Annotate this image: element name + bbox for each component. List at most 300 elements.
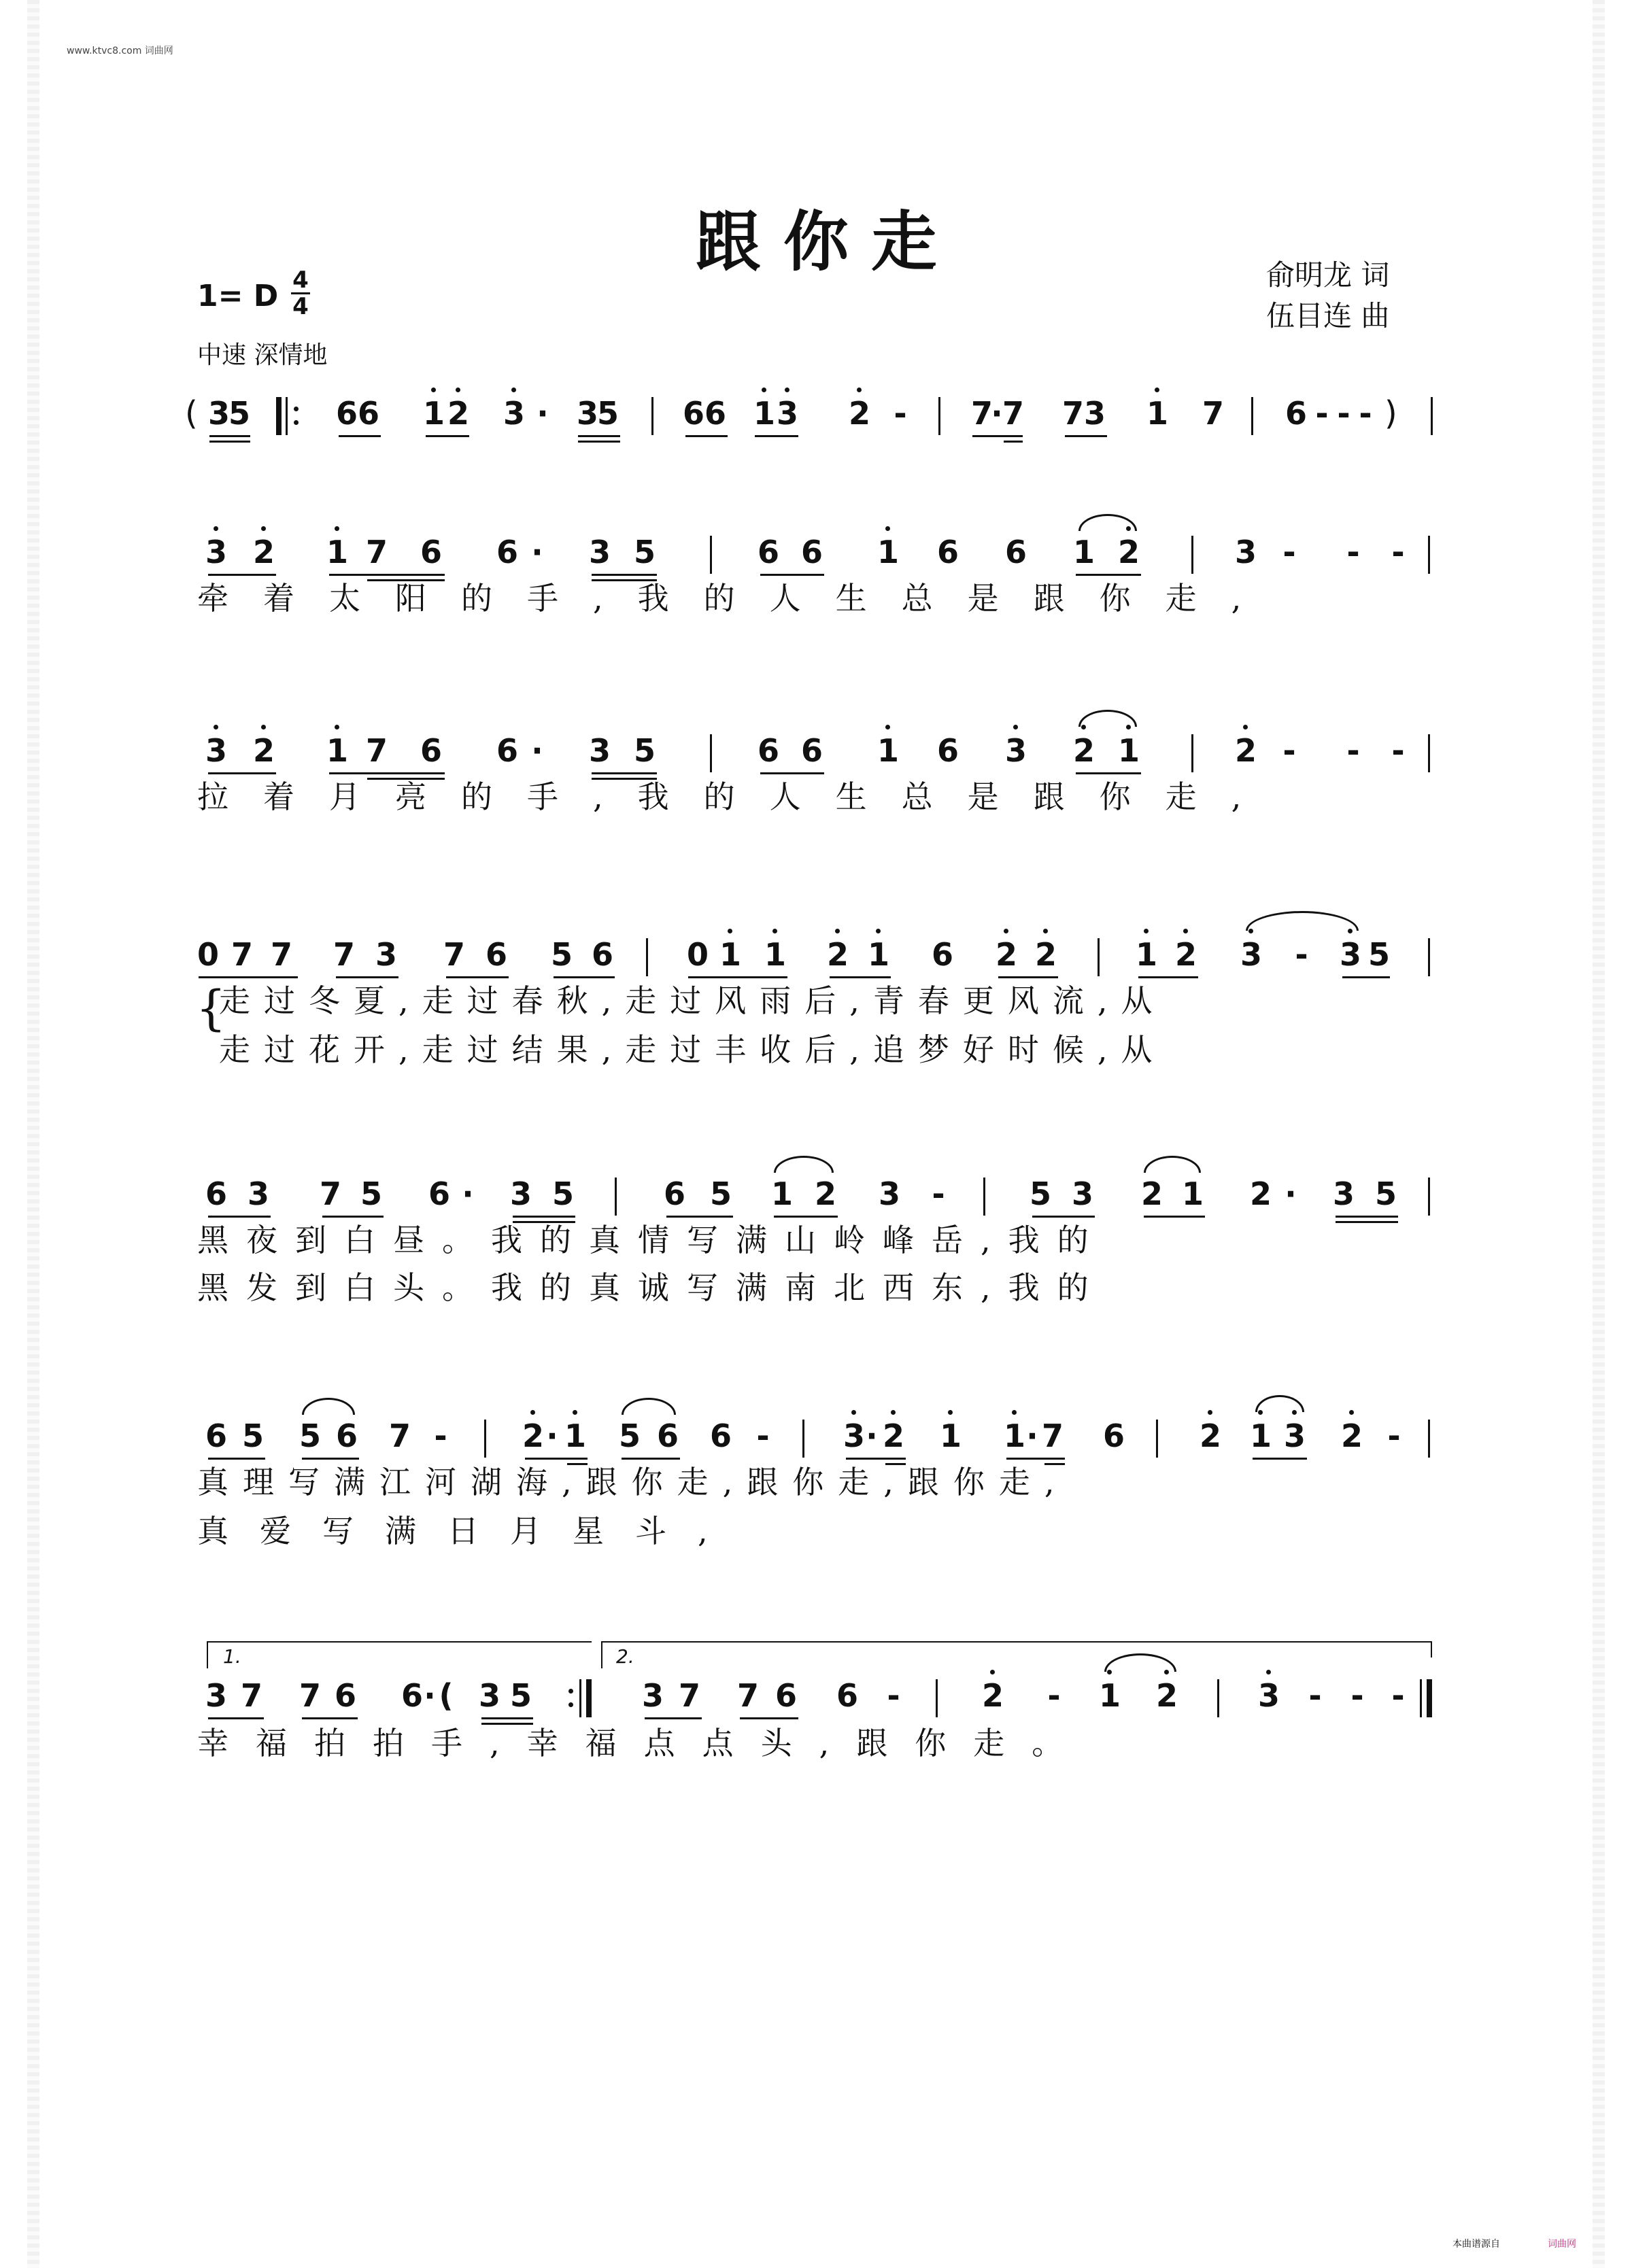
note: 1 (867, 936, 889, 973)
high-octave-dot (851, 1410, 856, 1415)
note: 6 (800, 732, 823, 769)
note: 2 (981, 1677, 1004, 1714)
barline (710, 536, 712, 574)
slur (1246, 911, 1359, 931)
underline (209, 435, 250, 437)
high-octave-dot (1004, 929, 1008, 933)
note: 2 (848, 395, 870, 432)
note: 7 (240, 1677, 262, 1714)
note: 6 (800, 534, 823, 570)
slur (302, 1398, 355, 1415)
time-signature-bottom: 4 (292, 293, 309, 320)
note: 2 (1249, 1175, 1272, 1212)
high-octave-dot (511, 388, 516, 392)
barline (710, 734, 712, 772)
tempo-marking: 中速 深情地 (197, 341, 328, 369)
augmentation-dot: · (424, 1677, 436, 1714)
underline (446, 976, 509, 978)
high-octave-dot (1144, 929, 1149, 933)
melody-row-2 (0, 730, 1632, 771)
note: 3 (1339, 936, 1361, 973)
note: 5 (633, 732, 656, 769)
underline (1076, 574, 1141, 576)
song-title: 跟 你 走 (695, 203, 937, 280)
dash: - (756, 1418, 770, 1454)
barline (1191, 734, 1193, 772)
underline (846, 1458, 906, 1460)
augmentation-dot: · (866, 1418, 878, 1454)
note: 1 (939, 1418, 962, 1454)
underline (578, 435, 620, 437)
note: 1 (1117, 732, 1140, 769)
volta-bracket-2 (601, 1641, 1432, 1643)
underline (208, 574, 276, 576)
underline (685, 435, 728, 437)
underline (830, 976, 891, 978)
high-octave-dot (261, 526, 266, 531)
note: 1 (564, 1418, 586, 1454)
lyricist-credit: 俞明龙 词 (1266, 258, 1390, 292)
augmentation-dot: · (531, 732, 543, 769)
note: 7 (736, 1677, 759, 1714)
note: 5 (1367, 936, 1390, 973)
note: 1 (753, 395, 775, 432)
note: 7 (678, 1677, 700, 1714)
high-octave-dot (456, 388, 460, 392)
note: 5 (1374, 1175, 1397, 1212)
note: 3 (588, 534, 611, 570)
note: 3 (1283, 1418, 1306, 1454)
high-octave-dot (1349, 1410, 1354, 1415)
dash: - (1359, 395, 1372, 432)
note: 5 (618, 1418, 641, 1454)
note: 1 (877, 534, 899, 570)
underline (666, 1216, 733, 1218)
note: 1 (764, 936, 786, 973)
high-octave-dot (785, 388, 789, 392)
note: 1 (1003, 1418, 1025, 1454)
high-octave-dot (990, 1670, 995, 1674)
note: 1 (770, 1175, 793, 1212)
repeat-barline (276, 397, 282, 435)
note: 6 (1004, 534, 1027, 570)
lyrics-verse-1: 黑夜到白昼。我的真情写满山岭峰岳,我的 (197, 1222, 1106, 1258)
underline (525, 1458, 588, 1460)
repeat-dot (294, 407, 299, 411)
note: 6 (656, 1418, 679, 1454)
underline (998, 976, 1058, 978)
footer-source: 本曲谱源自 (1452, 2239, 1500, 2250)
dash: - (1282, 534, 1296, 570)
note: 2 (522, 1418, 544, 1454)
underline (302, 1458, 359, 1460)
barline (646, 938, 648, 976)
note: 5 (596, 395, 619, 432)
note: 3 (576, 395, 598, 432)
note: 7 (231, 936, 253, 973)
note: 3 (247, 1175, 269, 1212)
barline (1156, 1420, 1158, 1458)
barline (936, 1679, 938, 1717)
footer-site: 词曲网 (1548, 2239, 1576, 2250)
note: 3 (1083, 395, 1106, 432)
note: 3 (1257, 1677, 1280, 1714)
note: 3 (776, 395, 798, 432)
note: 6 (1285, 395, 1307, 432)
note: 2 (1117, 534, 1140, 570)
note: 6 (709, 1418, 732, 1454)
high-octave-dot (885, 526, 890, 531)
melody-row-3 (0, 934, 1632, 975)
note: 7 (319, 1175, 341, 1212)
note: 2 (1140, 1175, 1163, 1212)
underline (208, 1216, 271, 1218)
underline (322, 1216, 384, 1218)
note: 2 (995, 936, 1017, 973)
note: 7 (365, 732, 388, 769)
underline (760, 772, 824, 774)
melody-row-1 (0, 532, 1632, 572)
note: 7 (1002, 395, 1024, 432)
volta-bracket-2-tick (601, 1641, 602, 1668)
barline (651, 397, 653, 435)
note: 2 (1234, 732, 1257, 769)
note: 6 (704, 395, 726, 432)
dash: - (1387, 1418, 1401, 1454)
note: 5 (509, 1677, 532, 1714)
note: 7 (970, 395, 993, 432)
note: 2 (1199, 1418, 1221, 1454)
dash: - (1391, 1677, 1405, 1714)
note: 6 (757, 534, 779, 570)
left-border-strip (27, 0, 39, 2268)
underline (208, 1458, 265, 1460)
note: 7 (270, 936, 292, 973)
repeat-barline-thin (286, 397, 288, 435)
note: 2 (252, 732, 275, 769)
dash: - (1391, 732, 1405, 769)
note: 5 (709, 1175, 732, 1212)
underline (302, 1717, 358, 1719)
note: 6 (420, 534, 442, 570)
underline (1004, 441, 1023, 443)
note: 3 (1332, 1175, 1355, 1212)
note: 5 (550, 936, 573, 973)
underline (513, 1216, 575, 1218)
note: 6 (335, 1418, 358, 1454)
lyrics-verse-2: 真爱写满日月星斗, (197, 1513, 739, 1549)
note: 6 (591, 936, 613, 973)
note: 6 (496, 534, 518, 570)
note: 3 (1234, 534, 1257, 570)
underline (1065, 435, 1107, 437)
note: 0 (686, 936, 709, 973)
open-paren: ( (439, 1677, 454, 1714)
volta-bracket-1 (207, 1641, 592, 1643)
high-octave-dot (762, 388, 766, 392)
underline (622, 1458, 680, 1460)
augmentation-dot: · (462, 1175, 474, 1212)
dash: - (434, 1418, 447, 1454)
underline (1336, 1221, 1398, 1223)
note: 2 (882, 1418, 904, 1454)
final-barline (1427, 1679, 1432, 1717)
volta-2-label: 2. (616, 1645, 634, 1668)
note: 7 (388, 1418, 411, 1454)
lyrics-line: 拉着月亮的手,我的人生总是跟你走, (197, 778, 1276, 815)
augmentation-dot: · (991, 395, 1003, 432)
note: 2 (1174, 936, 1197, 973)
note: 5 (360, 1175, 382, 1212)
note: 6 (775, 1677, 797, 1714)
dash: - (1295, 936, 1308, 973)
note: 2 (447, 395, 469, 432)
time-signature-top: 4 (292, 267, 309, 294)
underline (1076, 772, 1141, 774)
underline (1342, 976, 1390, 978)
dash: - (932, 1175, 945, 1212)
volta-bracket-2-end (1431, 1641, 1432, 1657)
underline (481, 1717, 533, 1719)
dash: - (1391, 534, 1405, 570)
note: 3 (878, 1175, 900, 1212)
barline (1098, 938, 1100, 976)
underline (208, 1717, 264, 1719)
lyrics-line: 牵着太阳的手,我的人生总是跟你走, (197, 580, 1276, 617)
underline (1138, 976, 1198, 978)
high-octave-dot (948, 1410, 953, 1415)
time-signature (291, 268, 310, 319)
note: 0 (197, 936, 219, 973)
lyrics-verse-1: 走过冬夏,走过春秋,走过风雨后,青春更风流,从 (219, 982, 1166, 1019)
lyrics-verse-2: 走过花开,走过结果,走过丰收后,追梦好时候,从 (219, 1031, 1166, 1068)
slur (622, 1398, 676, 1415)
intro-open-paren: ( (185, 394, 198, 432)
underline (329, 574, 445, 576)
augmentation-dot: · (1026, 1418, 1038, 1454)
volta-bracket-1-tick (207, 1641, 208, 1668)
note: 1 (1098, 1677, 1121, 1714)
high-octave-dot (1013, 725, 1018, 729)
underline (209, 441, 250, 443)
note: 5 (551, 1175, 574, 1212)
repeat-dot (568, 1702, 573, 1707)
high-octave-dot (214, 526, 218, 531)
underline (592, 772, 657, 774)
underline (755, 435, 798, 437)
note: 2 (252, 534, 275, 570)
note: 1 (719, 936, 741, 973)
underline (740, 1717, 798, 1719)
lyrics-line: 幸福拍拍手,幸福点点头,跟你走。 (197, 1725, 1091, 1762)
lyrics-verse-2: 黑发到白头。我的真诚写满南北西东,我的 (197, 1269, 1106, 1306)
note: 1 (1249, 1418, 1272, 1454)
high-octave-dot (1043, 929, 1048, 933)
high-octave-dot (857, 388, 862, 392)
note: 7 (299, 1677, 321, 1714)
underline (336, 976, 398, 978)
volta-1-label: 1. (223, 1645, 241, 1668)
high-octave-dot (530, 1410, 535, 1415)
barline (1428, 1178, 1430, 1216)
dash: - (1346, 732, 1360, 769)
note: 7 (443, 936, 465, 973)
high-octave-dot (835, 929, 840, 933)
underline (1144, 1216, 1205, 1218)
barline (484, 1420, 486, 1458)
note: 6 (663, 1175, 685, 1212)
note: 3 (375, 936, 397, 973)
high-octave-dot (335, 725, 339, 729)
slur (1255, 1395, 1304, 1412)
high-octave-dot (1012, 1410, 1017, 1415)
barline (1251, 397, 1253, 435)
underline (329, 772, 445, 774)
underline (645, 1717, 702, 1719)
dash: - (1337, 395, 1350, 432)
underline (199, 976, 298, 978)
underline (972, 435, 1023, 437)
repeat-barline-thin (579, 1679, 581, 1717)
dash: - (1350, 1677, 1364, 1714)
underline (760, 574, 824, 576)
right-border-strip (1593, 0, 1605, 2268)
dash: - (1282, 732, 1296, 769)
high-octave-dot (876, 929, 881, 933)
high-octave-dot (431, 388, 436, 392)
high-octave-dot (891, 1410, 896, 1415)
note: 7 (1202, 395, 1224, 432)
note: 7 (1061, 395, 1084, 432)
dash: - (887, 1677, 900, 1714)
note: 6 (682, 395, 704, 432)
note: 6 (485, 936, 507, 973)
note: 7 (365, 534, 388, 570)
underline (1032, 1216, 1095, 1218)
underline (774, 1216, 838, 1218)
note: 6 (428, 1175, 450, 1212)
augmentation-dot: · (546, 1418, 558, 1454)
note: 5 (241, 1418, 264, 1454)
dash: - (1346, 534, 1360, 570)
augmentation-dot: · (1285, 1175, 1297, 1212)
note: 5 (228, 395, 250, 432)
high-octave-dot (261, 725, 266, 729)
high-octave-dot (772, 929, 777, 933)
note: 3 (1240, 936, 1262, 973)
augmentation-dot: · (537, 395, 549, 432)
underline (592, 574, 657, 576)
slur (774, 1156, 834, 1173)
note: 2 (1072, 732, 1095, 769)
melody-row-5 (0, 1415, 1632, 1456)
note: 3 (1004, 732, 1027, 769)
slur (1104, 1653, 1176, 1672)
note: 3 (205, 732, 227, 769)
lyrics-verse-1: 真理写满江河湖海,跟你走,跟你走,跟你走, (197, 1464, 1069, 1500)
repeat-dot (568, 1689, 573, 1694)
barline (938, 397, 940, 435)
note: 1 (326, 732, 348, 769)
high-octave-dot (1208, 1410, 1212, 1415)
slur (1144, 1156, 1201, 1173)
high-octave-dot (573, 1410, 577, 1415)
barline (1428, 938, 1430, 976)
barline (1428, 1420, 1430, 1458)
barline (1217, 1679, 1219, 1717)
note: 2 (1155, 1677, 1178, 1714)
note: 5 (1029, 1175, 1051, 1212)
note: 1 (877, 732, 899, 769)
note: 3 (205, 534, 227, 570)
underline (1006, 1458, 1065, 1460)
high-octave-dot (1155, 388, 1159, 392)
dash: - (1047, 1677, 1061, 1714)
underline (339, 435, 381, 437)
high-octave-dot (728, 929, 732, 933)
key-signature: 1= D (197, 279, 279, 313)
high-octave-dot (1266, 1670, 1271, 1674)
high-octave-dot (214, 725, 218, 729)
note: 6 (205, 1418, 227, 1454)
note: 2 (1034, 936, 1057, 973)
high-octave-dot (1243, 725, 1248, 729)
verse-brace: { (196, 980, 226, 1036)
dash: - (894, 395, 907, 432)
site-watermark: www.ktvc8.com 词曲网 (67, 46, 173, 56)
note: 6 (357, 395, 379, 432)
note: 3 (641, 1677, 664, 1714)
note: 3 (1071, 1175, 1093, 1212)
high-octave-dot (885, 725, 890, 729)
intro-close-paren: ) (1384, 394, 1397, 432)
barline (1428, 734, 1430, 772)
note: 3 (588, 732, 611, 769)
note: 6 (401, 1677, 423, 1714)
note: 1 (1181, 1175, 1204, 1212)
melody-row-4 (0, 1173, 1632, 1214)
note: 7 (1041, 1418, 1064, 1454)
note: 1 (1146, 395, 1168, 432)
note: 6 (936, 732, 959, 769)
note: 3 (843, 1418, 865, 1454)
note: 3 (478, 1677, 500, 1714)
note: 3 (503, 395, 525, 432)
underline (1336, 1216, 1398, 1218)
note: 3 (509, 1175, 532, 1212)
note: 6 (420, 732, 442, 769)
note: 1 (1072, 534, 1095, 570)
note: 6 (205, 1175, 227, 1212)
note: 3 (207, 395, 230, 432)
note: 6 (1102, 1418, 1125, 1454)
slur (1078, 514, 1137, 531)
underline (426, 435, 469, 437)
note: 6 (757, 732, 779, 769)
high-octave-dot (1183, 929, 1188, 933)
note: 6 (936, 534, 959, 570)
note: 5 (299, 1418, 321, 1454)
barline (983, 1178, 985, 1216)
note: 1 (326, 534, 348, 570)
dash: - (1308, 1677, 1322, 1714)
composer-credit: 伍目连 曲 (1266, 299, 1390, 332)
underline (1253, 1458, 1307, 1460)
note: 6 (931, 936, 953, 973)
dash: - (1315, 395, 1329, 432)
repeat-barline (586, 1679, 592, 1717)
note: 2 (1340, 1418, 1363, 1454)
